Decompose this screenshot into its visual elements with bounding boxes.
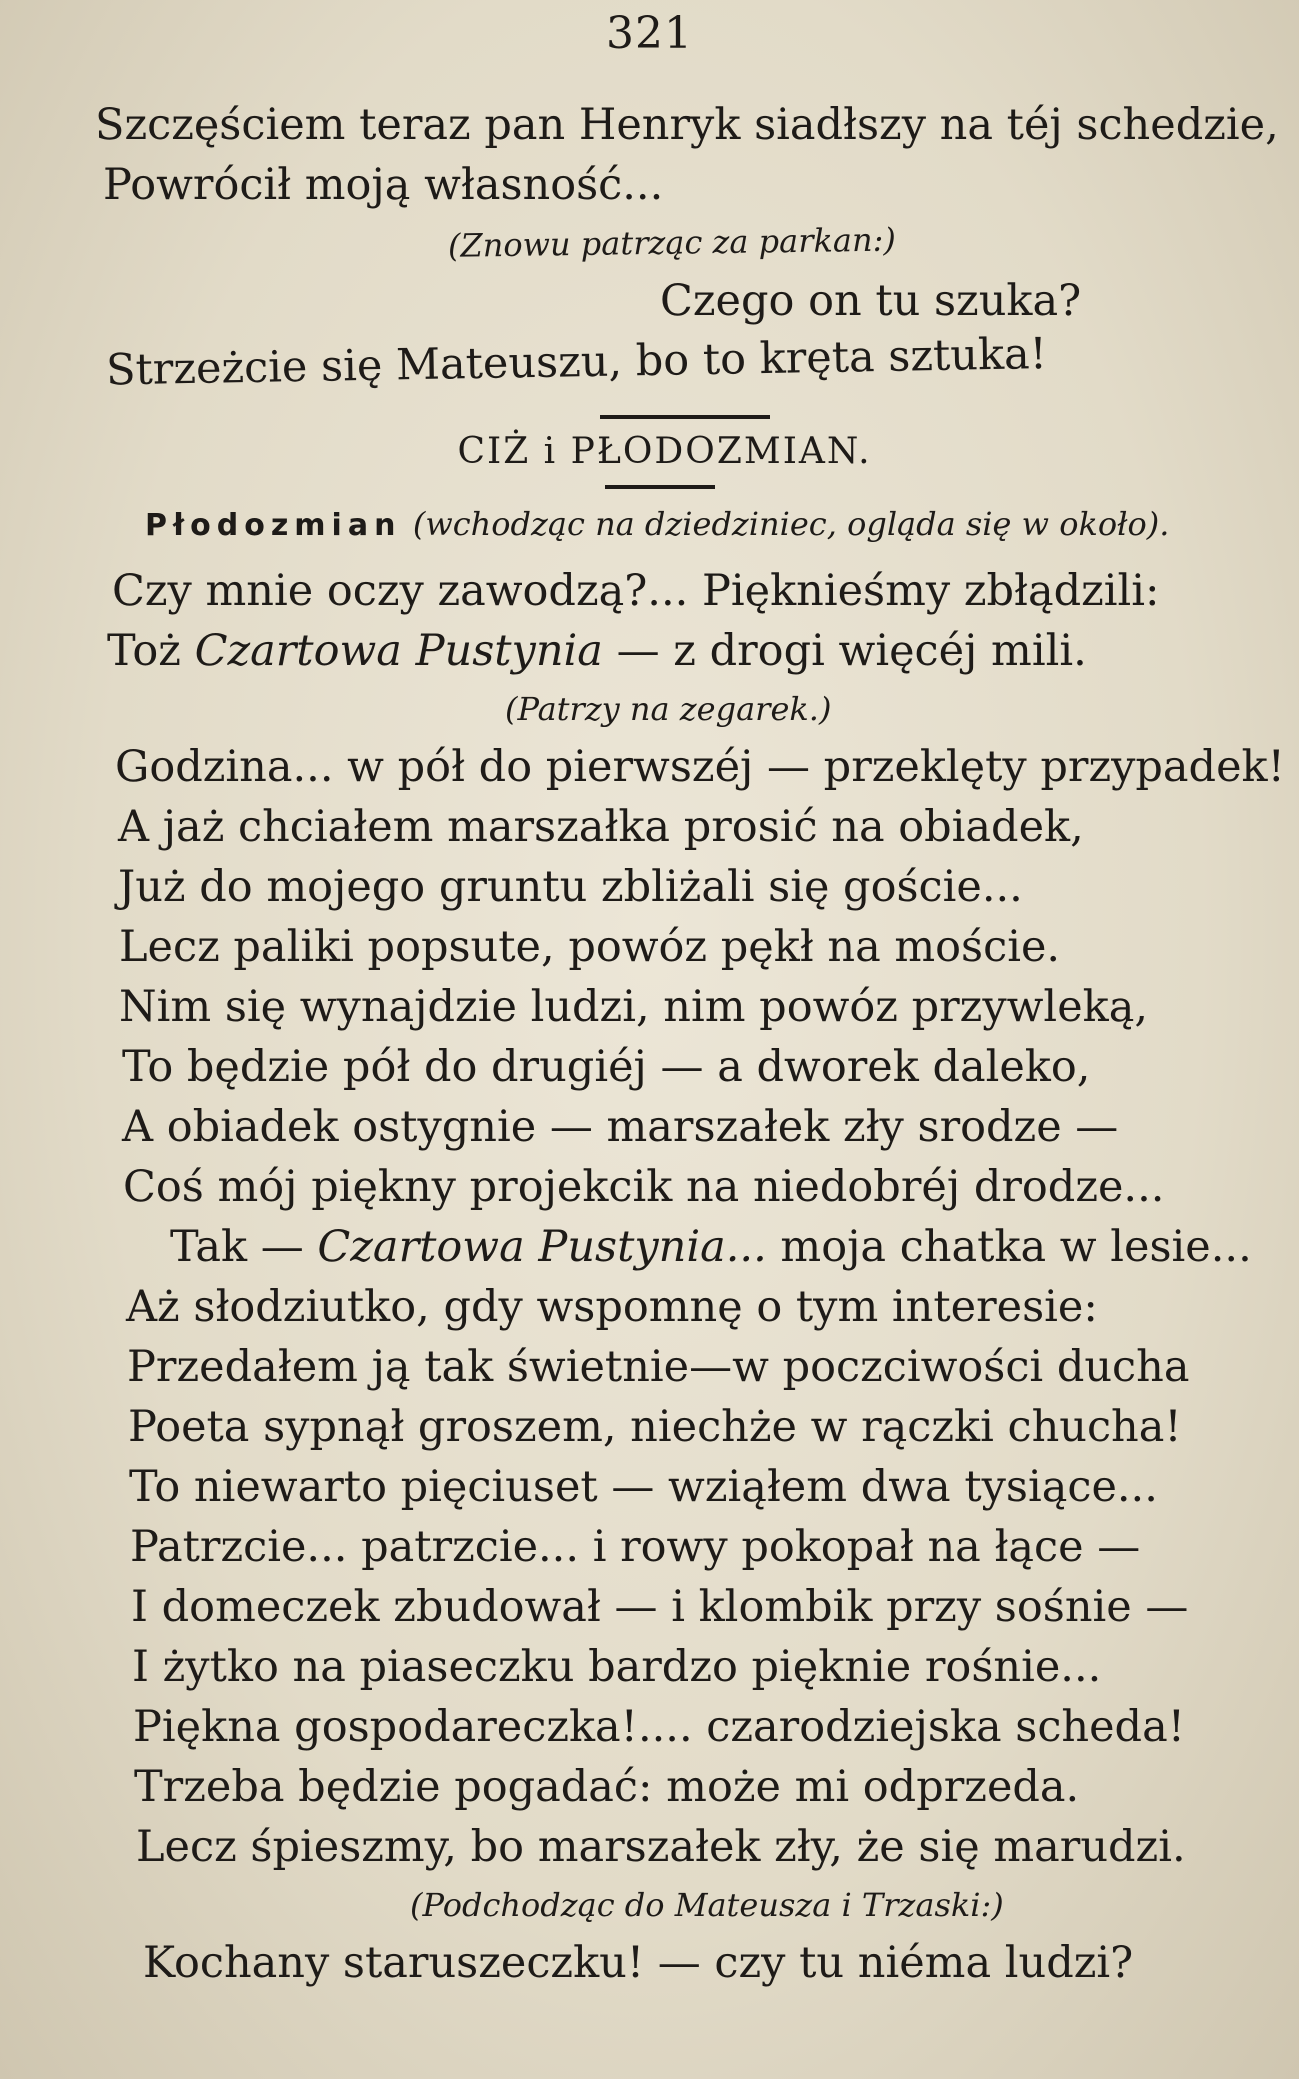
verse-line: Lecz paliki popsute, powóz pękł na moście. [119, 922, 1061, 972]
verse-title: Czartowa Pustynia [194, 626, 603, 676]
verse-line: Przedałem ją tak świetnie—w poczciwości ducha [127, 1342, 1190, 1392]
verse-line: Szczęściem teraz pan Henryk siadłszy na téj schedzie, [95, 100, 1279, 150]
verse-line: Czy mnie oczy zawodzą?... Pięknieśmy zbłądzili: [112, 566, 1160, 616]
verse-line: Poeta sypnął groszem, niechże w rączki chucha! [128, 1402, 1182, 1452]
scene-heading: CIŻ i PŁODOZMIAN. [457, 431, 872, 472]
verse-line: A jaż chciałem marszałka prosić na obiadek, [118, 802, 1084, 852]
verse-line: Aż słodziutko, gdy wspomnę o tym interesie: [126, 1282, 1098, 1332]
verse-line: Powrócił moją własność... [103, 160, 664, 210]
verse-title: Czartowa Pustynia... [317, 1222, 767, 1272]
verse-line [0, 1217, 1299, 1277]
stage-direction: (Patrzy na zegarek.) [505, 690, 832, 728]
verse-line: Piękna gospodareczka!.... czarodziejska scheda! [133, 1702, 1185, 1752]
speaker-direction: (wchodząc na dziedziniec, ogląda się w około). [412, 505, 1170, 543]
verse-line: To niewarto pięciuset — wziąłem dwa tysiące... [129, 1462, 1158, 1512]
page-number: 321 [606, 8, 693, 59]
verse-line: Czego on tu szuka? [660, 276, 1082, 326]
verse-line: A obiadek ostygnie — marszałek zły srodze — [122, 1102, 1119, 1152]
verse-line: Godzina... w pół do pierwszéj — przeklęty przypadek! [115, 742, 1285, 792]
verse-line: To będzie pół do drugiéj — a dworek daleko, [122, 1042, 1091, 1092]
stage-direction: (Podchodząc do Mateusza i Trzaski:) [410, 1886, 1004, 1924]
verse-line: Już do mojego gruntu zbliżali się goście... [118, 862, 1023, 912]
speaker-line [0, 489, 1299, 561]
verse-line: Coś mój piękny projekcik na niedobréj drodze... [123, 1162, 1165, 1212]
verse-text: Tak — [170, 1222, 318, 1272]
verse-text: — z drogi więcéj mili. [602, 626, 1087, 676]
page-text [0, 95, 1299, 1993]
verse-line: Trzeba będzie pogadać: może mi odprzeda. [134, 1762, 1080, 1812]
verse-line: Nim się wynajdzie ludzi, nim powóz przywleką, [119, 982, 1148, 1032]
verse-line: Lecz śpieszmy, bo marszałek zły, że się marudzi. [136, 1822, 1186, 1872]
stage-direction: (Znowu patrząc za parkan:) [447, 220, 897, 265]
verse-text: moja chatka w lesie... [766, 1222, 1252, 1272]
verse-line: I żytko na piaseczku bardzo pięknie rośnie... [132, 1642, 1102, 1692]
verse-text: Toż [107, 626, 195, 676]
verse-line: Patrzcie... patrzcie... i rowy pokopał na łące — [130, 1522, 1141, 1572]
verse-line: Strzeżcie się Mateuszu, bo to kręta sztuka! [105, 329, 1048, 396]
speaker-name: Płodozmian [145, 508, 402, 543]
verse-line: I domeczek zbudował — i klombik przy sośnie — [131, 1582, 1189, 1632]
verse-line: Kochany staruszeczku! — czy tu niéma ludzi? [143, 1938, 1134, 1988]
verse-line [0, 621, 1299, 681]
